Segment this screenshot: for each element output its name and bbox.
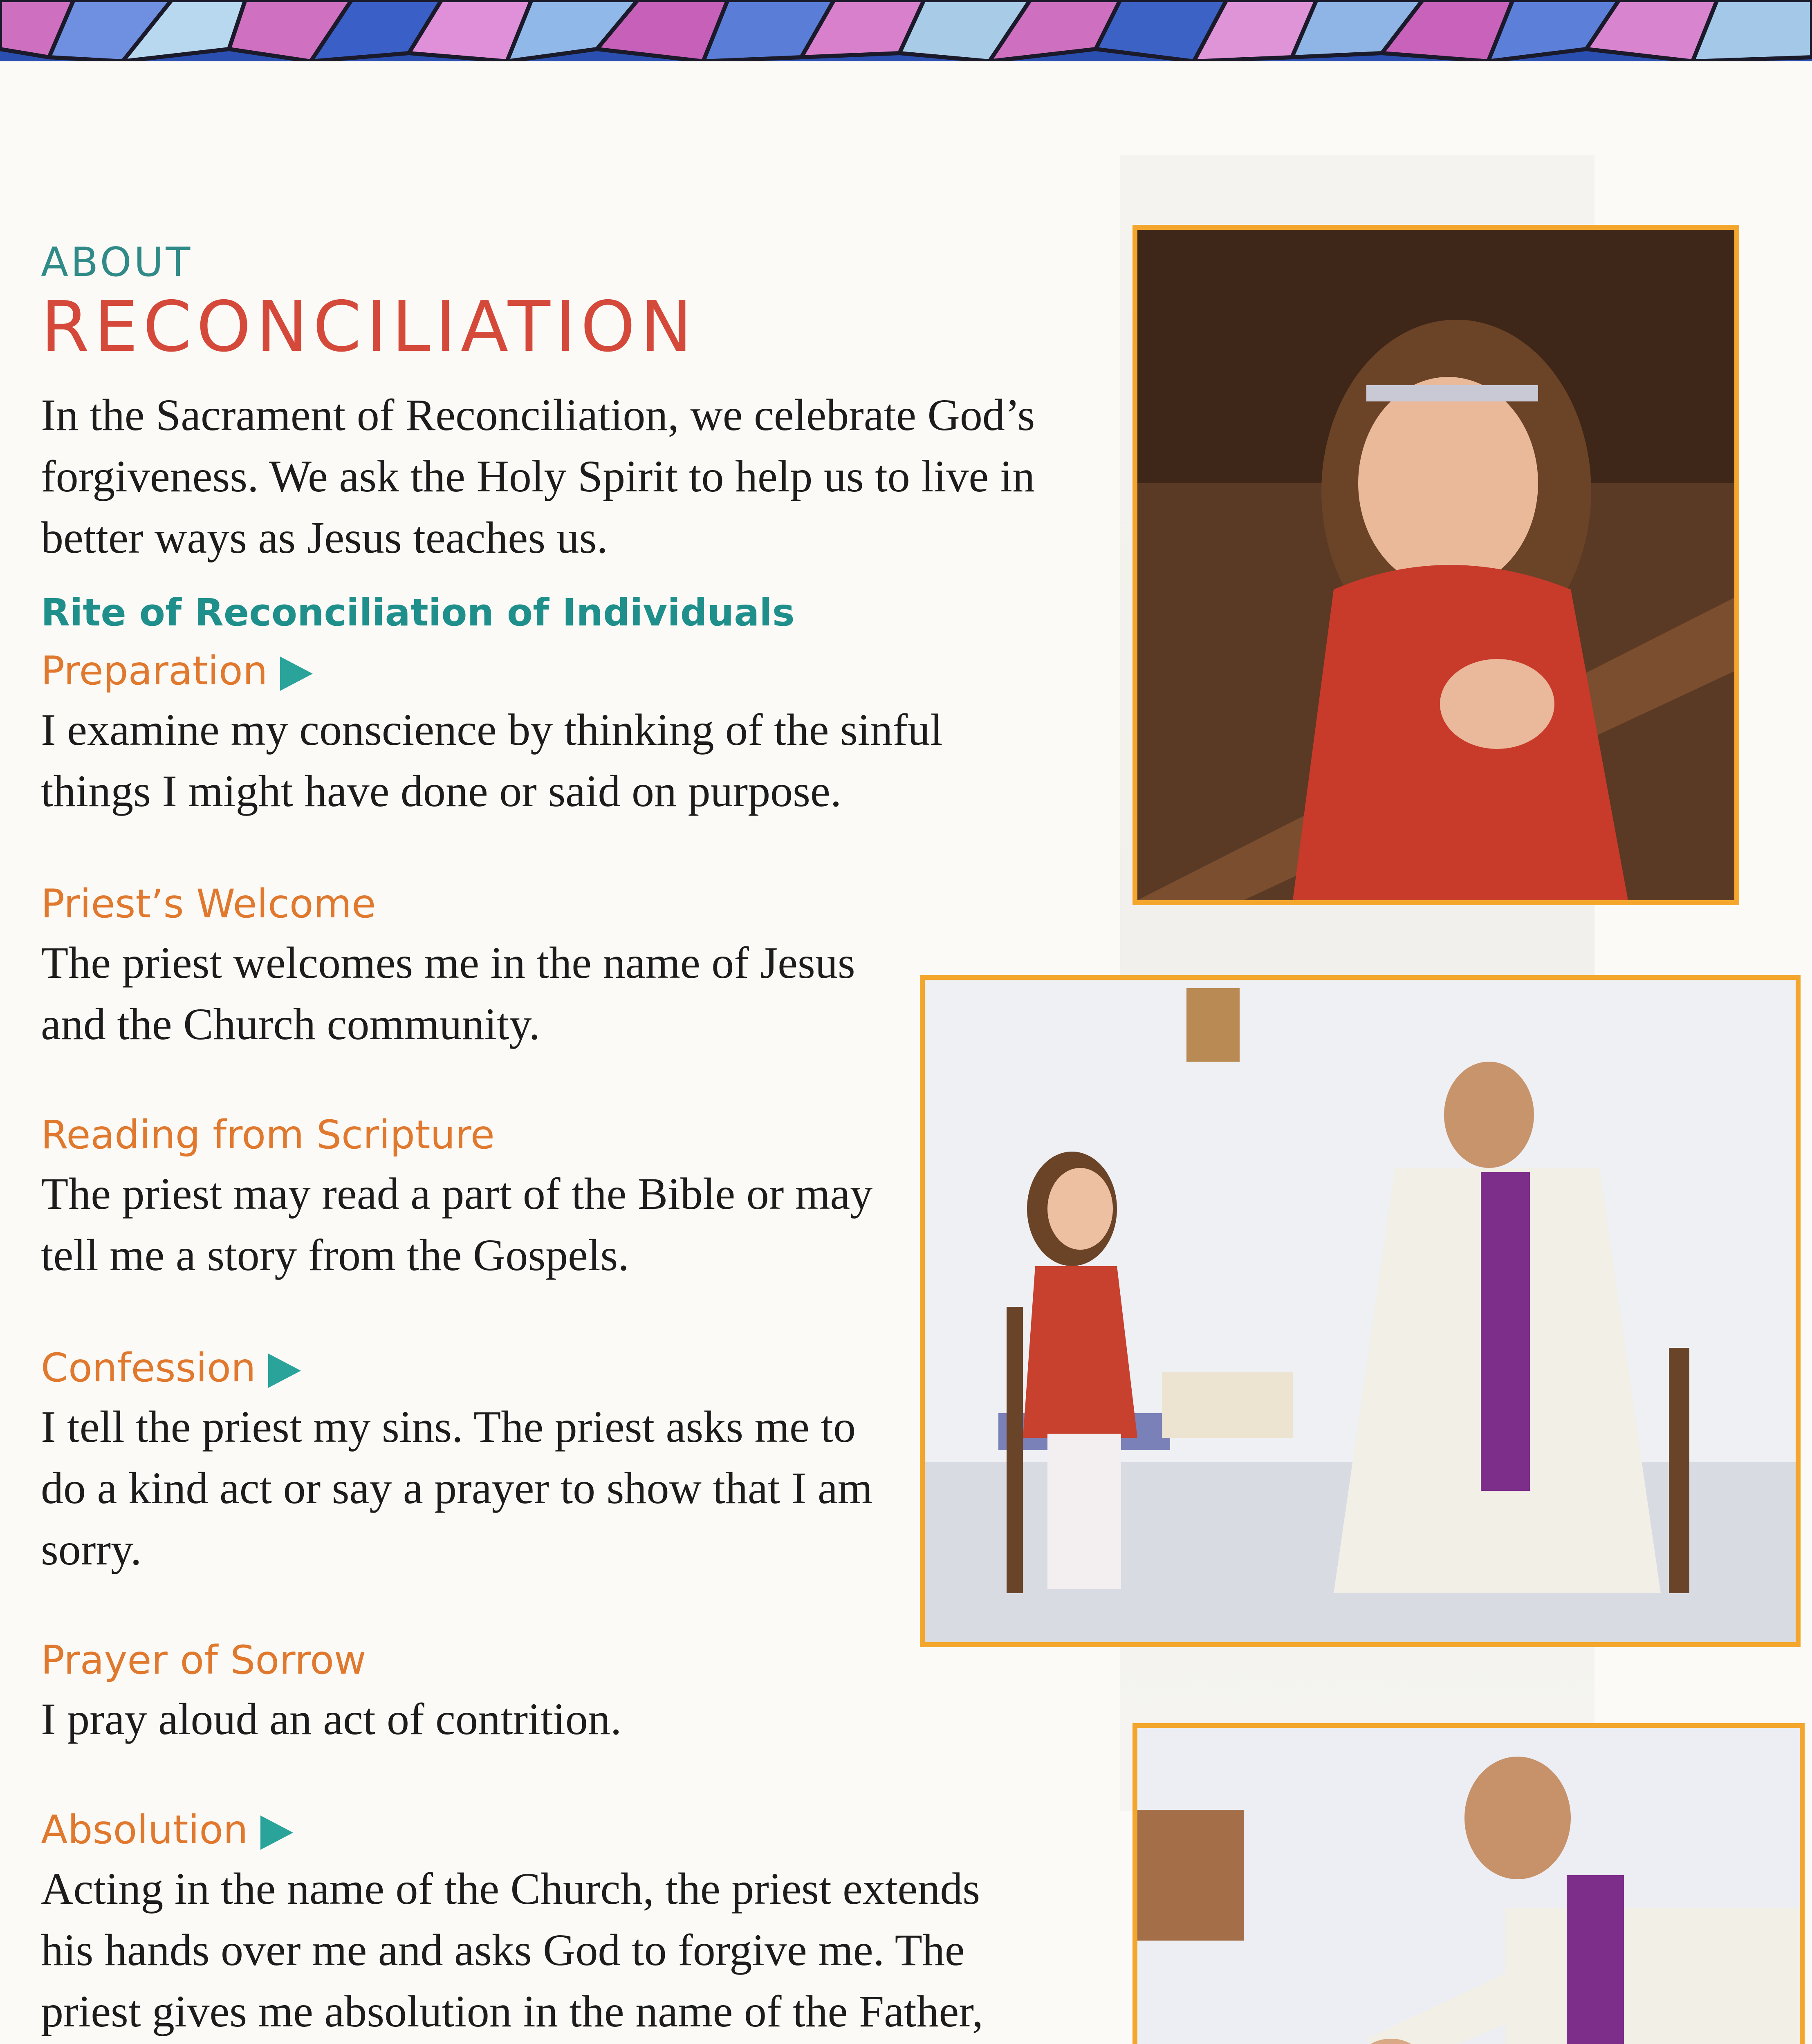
intro-paragraph: In the Sacrament of Reconciliation, we celebrate God’s forgiveness. We ask the Holy Spirit to help us to live in better ways as Jesus teaches us. [41, 390, 1035, 563]
stained-glass-banner [0, 0, 1812, 61]
rite-heading: Rite of Reconciliation of Individuals [41, 591, 795, 634]
photo-absolution [1132, 1723, 1805, 2044]
arrow-right-icon [280, 657, 313, 691]
step-title: Priest’s Welcome [41, 881, 376, 927]
arrow-right-icon [260, 1815, 293, 1850]
step-heading-scripture [41, 1112, 495, 1158]
section-kicker: ABOUT [41, 239, 193, 286]
step-text-preparation: I examine my conscience by thinking of the sinful things I might have done or said on purpose. [41, 705, 943, 816]
step-heading-preparation [41, 648, 313, 694]
arrow-right-icon [268, 1354, 301, 1388]
step-text-confession: I tell the priest my sins. The priest asks me to do a kind act or say a prayer to show that I am sorry. [41, 1402, 873, 1574]
step-title: Prayer of Sorrow [41, 1637, 366, 1683]
photo-girl-praying [1132, 225, 1739, 905]
step-title: Confession [41, 1345, 256, 1391]
step-heading-sorrow [41, 1637, 366, 1683]
step-title: Preparation [41, 648, 268, 694]
step-text-welcome: The priest welcomes me in the name of Jesus and the Church community. [41, 938, 855, 1049]
step-heading-absolution [41, 1807, 293, 1853]
step-text-sorrow: I pray aloud an act of contrition. [41, 1694, 622, 1744]
step-text-scripture: The priest may read a part of the Bible or may tell me a story from the Gospels. [41, 1169, 873, 1280]
step-title: Absolution [41, 1807, 248, 1853]
step-text-absolution: Acting in the name of the Church, the priest extends his hands over me and asks God to forgive me. The priest gives me absolution in the name of the Father, [41, 1864, 984, 2036]
step-title: Reading from Scripture [41, 1112, 495, 1158]
page-title: RECONCILIATION [41, 287, 697, 368]
photo-priest-welcome [920, 975, 1801, 1647]
step-heading-confession [41, 1345, 301, 1391]
step-heading-welcome [41, 881, 376, 927]
